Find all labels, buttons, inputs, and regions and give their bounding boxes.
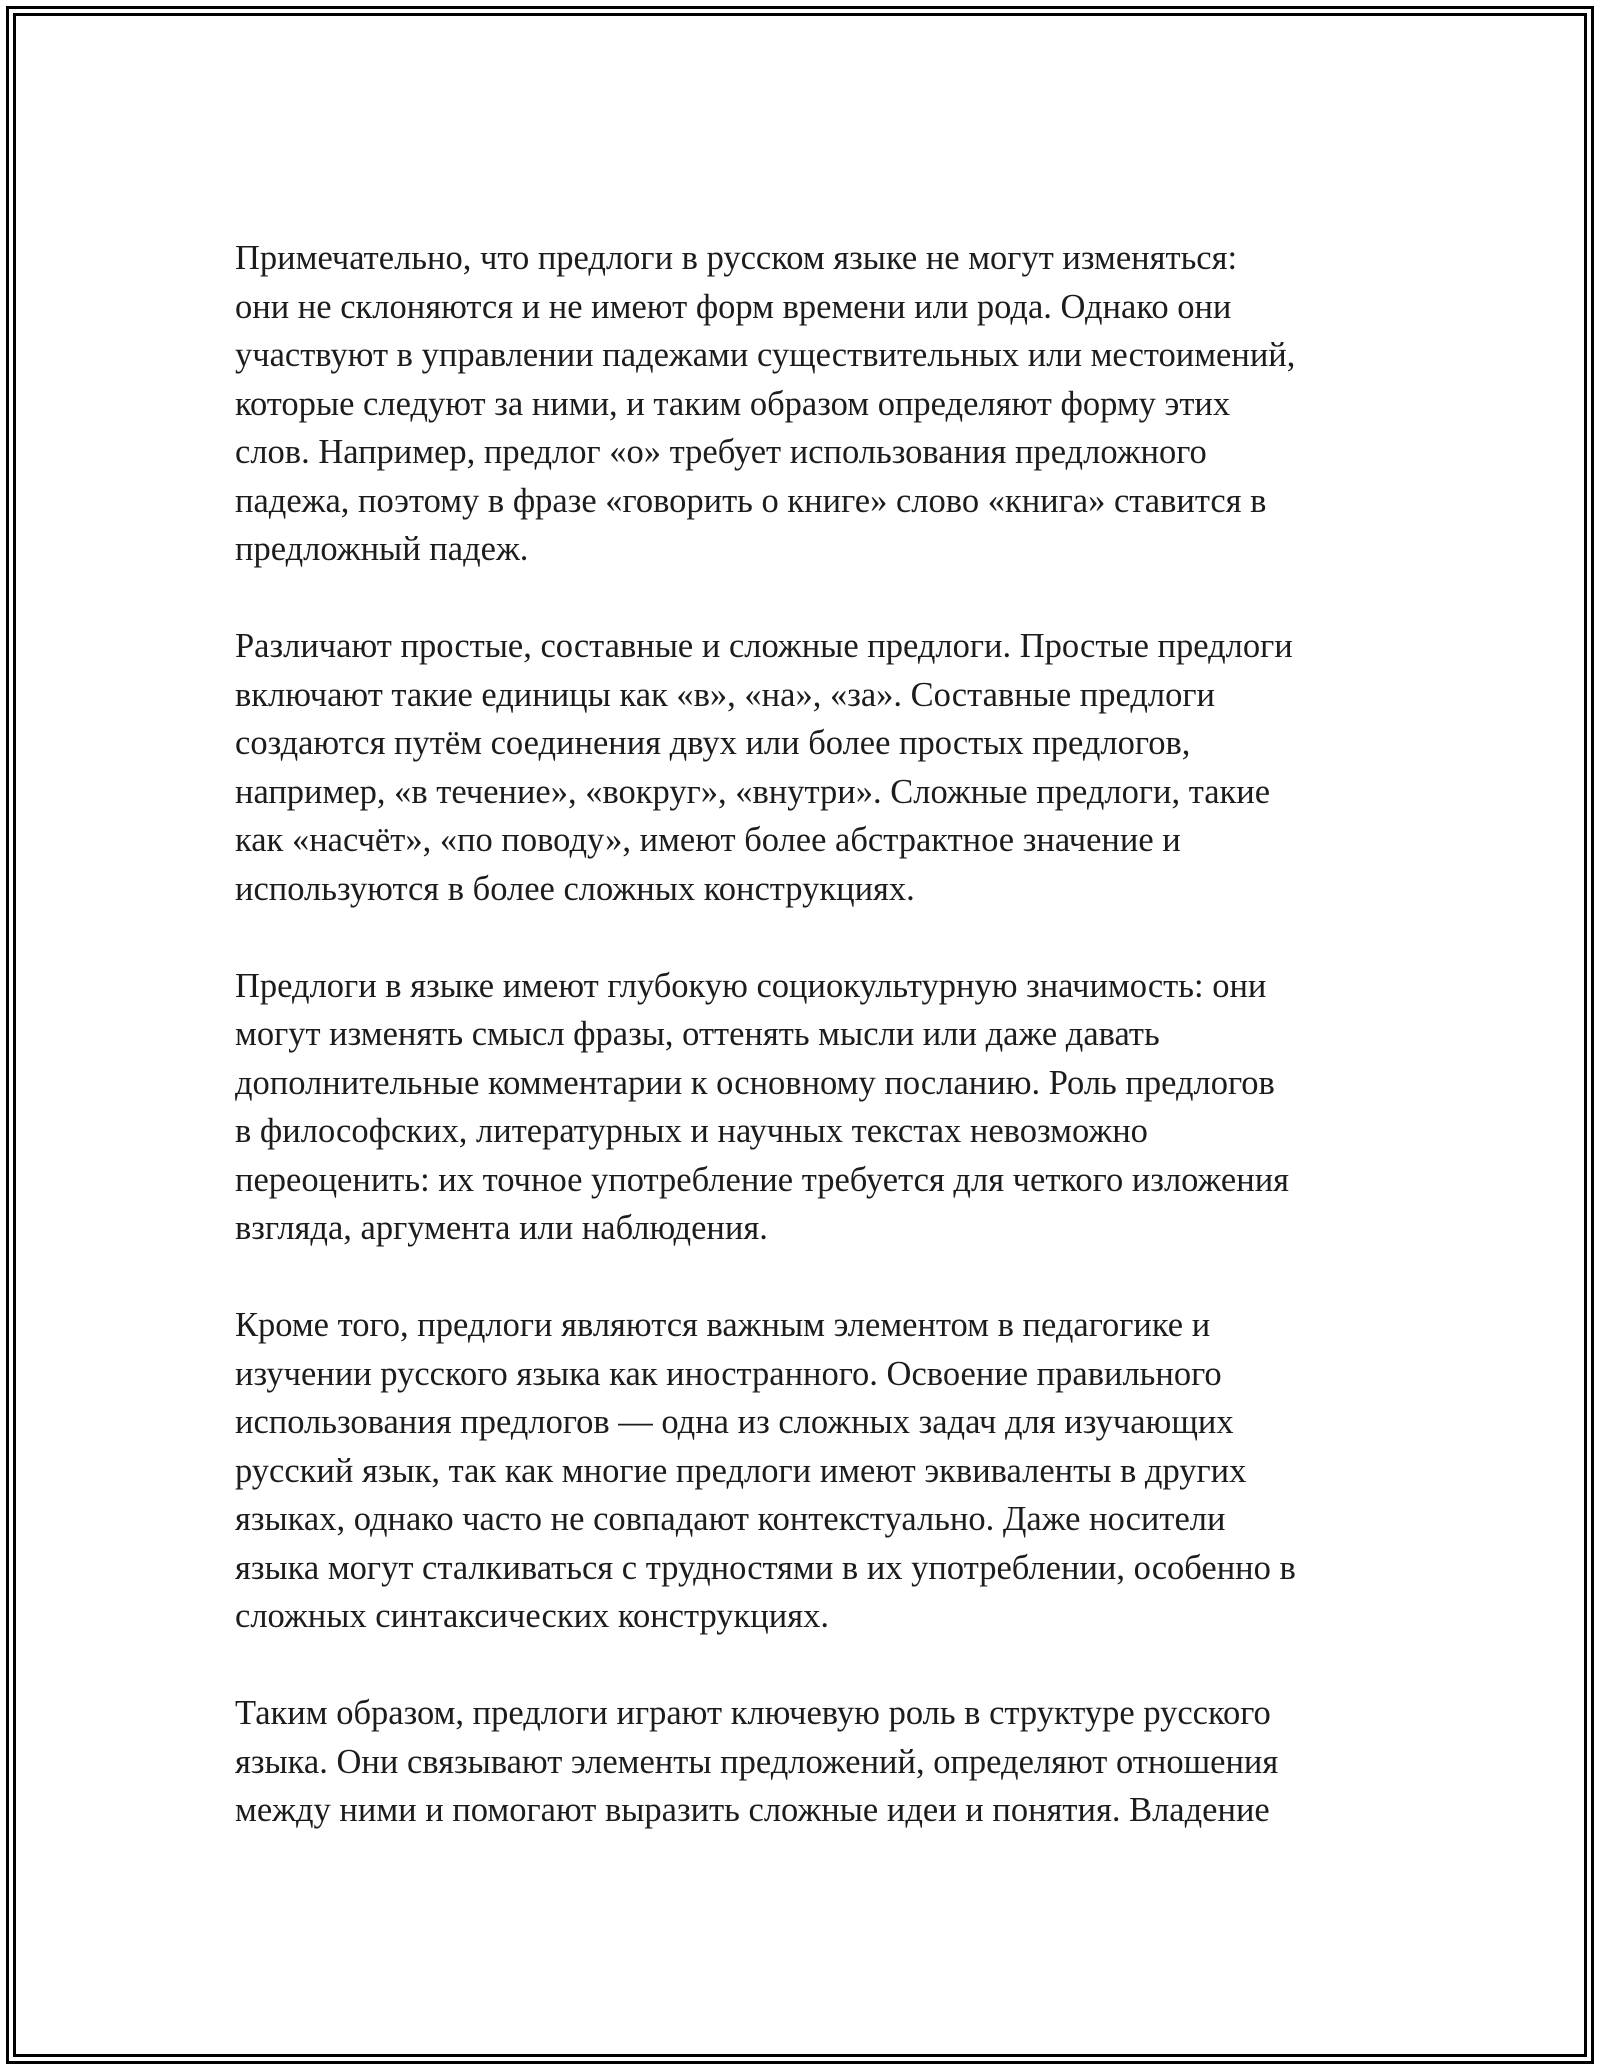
text-line: языках, однако часто не совпадают контекстуально. Даже носители (235, 1500, 1226, 1538)
paragraph-2 (235, 622, 1375, 913)
text-line: используются в более сложных конструкциях. (235, 869, 915, 908)
text-line: предложный падеж. (235, 530, 529, 568)
paragraph-1 (235, 234, 1375, 574)
text-line: использования предлогов — одна из сложных задач для изучающих (235, 1403, 1234, 1441)
text-line: дополнительные комментарии к основному посланию. Роль предлогов (235, 1063, 1275, 1102)
paragraph-3 (235, 962, 1375, 1253)
text-line: русский язык, так как многие предлоги имеют эквиваленты в других (235, 1451, 1247, 1490)
paragraph-4 (235, 1301, 1375, 1641)
text-line: Примечательно, что предлоги в русском языке не могут изменяться: (235, 239, 1238, 277)
text-line: изучении русского языка как иностранного. Освоение правильного (235, 1354, 1222, 1393)
text-line: языка. Они связывают элементы предложений, определяют отношения (235, 1742, 1279, 1781)
text-line: падежа, поэтому в фразе «говорить о книге» слово «книга» ставится в (235, 481, 1267, 520)
paragraph-5 (235, 1689, 1375, 1835)
text-line: они не склоняются и не имеют форм времени или рода. Однако они (235, 287, 1232, 326)
text-line: Различают простые, составные и сложные предлоги. Простые предлоги (235, 627, 1293, 665)
text-line: Таким образом, предлоги играют ключевую роль в структуре русского (235, 1694, 1271, 1732)
text-line: участвуют в управлении падежами существительных или местоимений, (235, 336, 1296, 374)
text-line: Кроме того, предлоги являются важным элементом в педагогике и (235, 1306, 1211, 1344)
text-line: взгляда, аргумента или наблюдения. (235, 1209, 768, 1247)
text-line: например, «в течение», «вокруг», «внутри». Сложные предлоги, такие (235, 772, 1271, 811)
text-line: между ними и помогают выразить сложные идеи и понятия. Владение (235, 1791, 1270, 1829)
text-line: как «насчёт», «по поводу», имеют более абстрактное значение и (235, 821, 1181, 859)
text-line: слов. Например, предлог «о» требует использования предложного (235, 433, 1207, 471)
text-line: Предлоги в языке имеют глубокую социокультурную значимость: они (235, 966, 1267, 1005)
text-line: в философских, литературных и научных текстах невозможно (235, 1112, 1148, 1150)
document-body (235, 234, 1375, 1883)
text-line: переоценить: их точное употребление требуется для четкого изложения (235, 1160, 1290, 1199)
text-line: языка могут сталкиваться с трудностями в их употреблении, особенно в (235, 1548, 1296, 1587)
text-line: создаются путём соединения двух или более простых предлогов, (235, 724, 1191, 762)
text-line: могут изменять смысл фразы, оттенять мысли или даже давать (235, 1015, 1160, 1053)
text-line: сложных синтаксических конструкциях. (235, 1597, 829, 1635)
text-line: включают такие единицы как «в», «на», «за». Составные предлоги (235, 675, 1215, 714)
text-line: которые следуют за ними, и таким образом определяют форму этих (235, 384, 1231, 423)
